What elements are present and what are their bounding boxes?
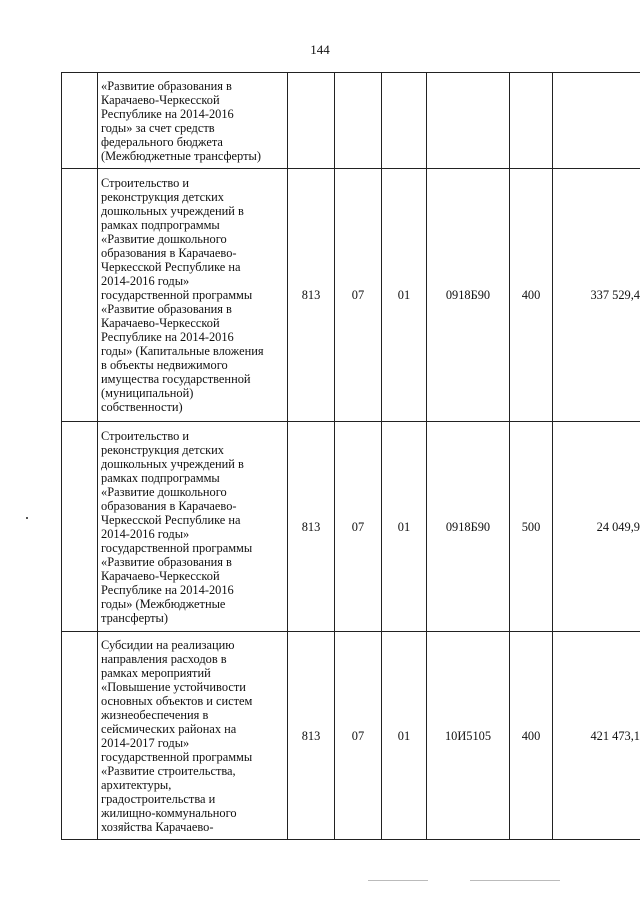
- table-row: [62, 422, 640, 632]
- scan-speck: [26, 517, 28, 519]
- section-cell: 07: [335, 422, 382, 632]
- budget-table-body: [62, 73, 640, 840]
- description-line: Республике на 2014-2016: [101, 330, 234, 344]
- ministry-code-cell: 813: [288, 422, 335, 632]
- description-line: жилищно-коммунального: [101, 805, 237, 820]
- description-line: 2014-2017 годы»: [101, 735, 190, 750]
- amount-cell: 24 049,9: [553, 422, 640, 632]
- target-article-cell: [427, 73, 510, 169]
- description-line: сейсмических районах на: [101, 721, 237, 736]
- description-line: «Развитие образования в: [101, 78, 232, 93]
- description-line: «Развитие образования в: [101, 554, 232, 569]
- description-line: архитектуры,: [101, 777, 172, 792]
- table-row: [62, 169, 640, 422]
- description-line: в объекты недвижимого: [101, 358, 228, 372]
- description-line: «Развитие образования в: [101, 302, 232, 316]
- description-cell: [98, 422, 288, 632]
- description-line: рамках подпрограммы: [101, 470, 220, 485]
- scan-artifact-line: [470, 880, 560, 881]
- target-article-cell: 0918Б90: [427, 422, 510, 632]
- amount-cell: 337 529,4: [553, 169, 640, 422]
- section-cell: [335, 73, 382, 169]
- description-line: 2014-2016 годы»: [101, 526, 190, 541]
- description-line: жизнеобеспечения в: [101, 707, 209, 722]
- description-line: годы» (Капитальные вложения: [101, 344, 264, 358]
- target-article-cell: 0918Б90: [427, 169, 510, 422]
- description-line: годы» (Межбюджетные: [101, 596, 226, 611]
- description-line: 2014-2016 годы»: [101, 274, 190, 288]
- section-cell: 07: [335, 169, 382, 422]
- expense-type-cell: 500: [510, 422, 553, 632]
- description-line: «Развитие дошкольного: [101, 484, 227, 499]
- description-line: направления расходов в: [101, 651, 227, 666]
- target-article-cell: 10И5105: [427, 632, 510, 840]
- expense-type-cell: [510, 73, 553, 169]
- ministry-code-cell: [288, 73, 335, 169]
- description-line: Черкесской Республике на: [101, 512, 241, 527]
- description-line: Карачаево-Черкесской: [101, 316, 220, 330]
- description-line: государственной программы: [101, 540, 253, 555]
- row-number-cell: [62, 73, 98, 169]
- description-line: имущества государственной: [101, 372, 251, 386]
- description-line: Черкесской Республике на: [101, 260, 241, 274]
- description-line: рамках мероприятий: [101, 665, 211, 680]
- description-line: Строительство и: [101, 176, 190, 190]
- description-line: градостроительства и: [101, 791, 216, 806]
- description-line: Республике на 2014-2016: [101, 106, 234, 121]
- amount-cell: [553, 73, 640, 169]
- table-row: [62, 73, 640, 169]
- description-cell: [98, 73, 288, 169]
- row-number-cell: [62, 422, 98, 632]
- description-line: годы» за счет средств: [101, 120, 215, 135]
- description-line: трансферты): [101, 610, 168, 625]
- description-cell: [98, 169, 288, 422]
- description-line: Субсидии на реализацию: [101, 637, 235, 652]
- ministry-code-cell: 813: [288, 169, 335, 422]
- description-line: «Развитие строительства,: [101, 763, 236, 778]
- description-line: основных объектов и систем: [101, 693, 253, 708]
- description-line: хозяйства Карачаево-: [101, 819, 214, 834]
- description-line: «Повышение устойчивости: [101, 679, 246, 694]
- description-line: «Развитие дошкольного: [101, 232, 227, 246]
- row-number-cell: [62, 632, 98, 840]
- description-line: Карачаево-Черкесской: [101, 92, 220, 107]
- expense-type-cell: 400: [510, 632, 553, 840]
- section-cell: 07: [335, 632, 382, 840]
- amount-cell: 421 473,1: [553, 632, 640, 840]
- subsection-cell: 01: [382, 169, 427, 422]
- description-line: дошкольных учреждений в: [101, 204, 244, 218]
- subsection-cell: 01: [382, 632, 427, 840]
- description-line: государственной программы: [101, 749, 253, 764]
- budget-table: [61, 72, 640, 840]
- description-line: образования в Карачаево-: [101, 246, 237, 260]
- description-line: собственности): [101, 400, 183, 414]
- description-line: Карачаево-Черкесской: [101, 568, 220, 583]
- description-line: реконструкция детских: [101, 190, 224, 204]
- subsection-cell: 01: [382, 422, 427, 632]
- description-line: дошкольных учреждений в: [101, 456, 244, 471]
- description-line: реконструкция детских: [101, 442, 224, 457]
- ministry-code-cell: 813: [288, 632, 335, 840]
- description-line: федерального бюджета: [101, 134, 223, 149]
- description-line: государственной программы: [101, 288, 253, 302]
- description-line: Строительство и: [101, 428, 190, 443]
- subsection-cell: [382, 73, 427, 169]
- description-line: образования в Карачаево-: [101, 498, 237, 513]
- page-number: 144: [310, 42, 330, 57]
- row-number-cell: [62, 169, 98, 422]
- description-line: (муниципальной): [101, 386, 194, 400]
- scan-artifact-line: [368, 880, 428, 881]
- description-cell: [98, 632, 288, 840]
- description-line: Республике на 2014-2016: [101, 582, 234, 597]
- table-row: [62, 632, 640, 840]
- description-line: рамках подпрограммы: [101, 218, 220, 232]
- expense-type-cell: 400: [510, 169, 553, 422]
- description-line: (Межбюджетные трансферты): [101, 148, 261, 163]
